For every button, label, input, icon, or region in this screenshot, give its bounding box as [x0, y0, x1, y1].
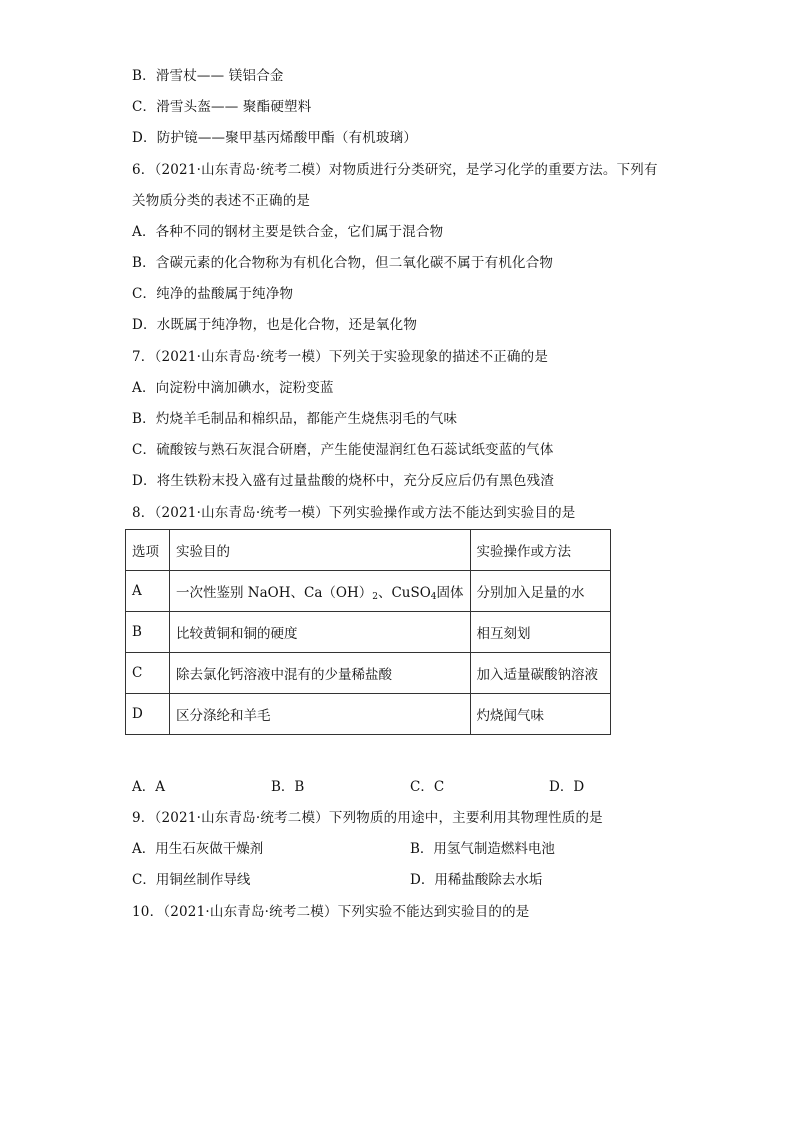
q5-option-c: C．滑雪头盔—— 聚酯硬塑料 — [132, 99, 312, 115]
q7-stem: 7．（2021·山东青岛·统考一模）下列关于实验现象的描述不正确的是 — [132, 349, 549, 365]
table-header-row — [126, 530, 611, 571]
q6-stem-line1: 6．（2021·山东青岛·统考二模）对物质进行分类研究，是学习化学的重要方法。下列有 — [132, 162, 658, 178]
table-cell-method: 分别加入足量的水 — [470, 571, 610, 612]
table-cell-method: 加入适量碳酸钠溶液 — [470, 653, 610, 694]
q5-option-b: B．滑雪杖—— 镁铝合金 — [132, 68, 284, 84]
table-header-cell: 选项 — [126, 530, 170, 571]
q6-option-a: A．各种不同的钢材主要是铁合金，它们属于混合物 — [132, 224, 444, 240]
q8-answer-c: C．C — [410, 779, 445, 795]
q6-option-d: D．水既属于纯净物，也是化合物，还是氧化物 — [132, 317, 418, 333]
q7-option-d: D．将生铁粉末投入盛有过量盐酸的烧杯中，充分反应后仍有黑色残渣 — [132, 473, 555, 489]
q8-answer-b: B．B — [271, 779, 305, 795]
q8-stem: 8．（2021·山东青岛·统考一模）下列实验操作或方法不能达到实验目的是 — [132, 505, 576, 521]
table-row — [126, 653, 611, 694]
table-cell-purpose: 除去氯化钙溶液中混有的少量稀盐酸 — [170, 653, 471, 694]
table-row — [126, 571, 611, 612]
table-cell-key: A — [126, 571, 170, 612]
q5-option-d: D．防护镜——聚甲基丙烯酸甲酯（有机玻璃） — [132, 130, 418, 146]
table-cell-key: B — [126, 612, 170, 653]
purpose-text: 一次性鉴别 NaOH、Ca（OH） — [176, 584, 373, 601]
q9-option-d: D．用稀盐酸除去水垢 — [410, 872, 543, 888]
table-cell-purpose: 区分涤纶和羊毛 — [170, 694, 471, 735]
subscript: 2 — [372, 591, 378, 602]
table-row — [126, 694, 611, 735]
q8-answer-a: A．A — [132, 779, 165, 795]
q7-option-c: C．硫酸铵与熟石灰混合研磨，产生能使湿润红色石蕊试纸变蓝的气体 — [132, 442, 554, 458]
table-header-cell: 实验操作或方法 — [470, 530, 610, 571]
q7-option-b: B．灼烧羊毛制品和棉织品，都能产生烧焦羽毛的气味 — [132, 411, 458, 427]
table-header-cell: 实验目的 — [170, 530, 471, 571]
table-cell-method: 灼烧闻气味 — [470, 694, 610, 735]
purpose-text: 、CuSO — [377, 584, 431, 601]
q6-option-c: C．纯净的盐酸属于纯净物 — [132, 286, 294, 302]
q10-stem: 10．（2021·山东青岛·统考二模）下列实验不能达到实验目的的是 — [132, 904, 530, 920]
q7-option-a: A．向淀粉中滴加碘水，淀粉变蓝 — [132, 380, 334, 396]
table-cell-key: D — [126, 694, 170, 735]
q8-options-table — [125, 529, 611, 735]
table-cell-purpose — [170, 571, 471, 612]
table-row — [126, 612, 611, 653]
q9-stem: 9．（2021·山东青岛·统考二模）下列物质的用途中，主要利用其物理性质的是 — [132, 810, 603, 826]
table-cell-key: C — [126, 653, 170, 694]
q9-option-c: C．用铜丝制作导线 — [132, 872, 251, 888]
q6-stem-line2: 关物质分类的表述不正确的是 — [132, 193, 311, 209]
q9-option-b: B．用氢气制造燃料电池 — [410, 841, 555, 857]
table-cell-purpose: 比较黄铜和铜的硬度 — [170, 612, 471, 653]
subscript: 4 — [430, 591, 437, 602]
q8-answer-d: D．D — [549, 779, 585, 795]
q9-option-a: A．用生石灰做干燥剂 — [132, 841, 264, 857]
q6-option-b: B．含碳元素的化合物称为有机化合物，但二氧化碳不属于有机化合物 — [132, 255, 554, 271]
purpose-text: 固体 — [436, 584, 464, 601]
table-cell-method: 相互刻划 — [470, 612, 610, 653]
